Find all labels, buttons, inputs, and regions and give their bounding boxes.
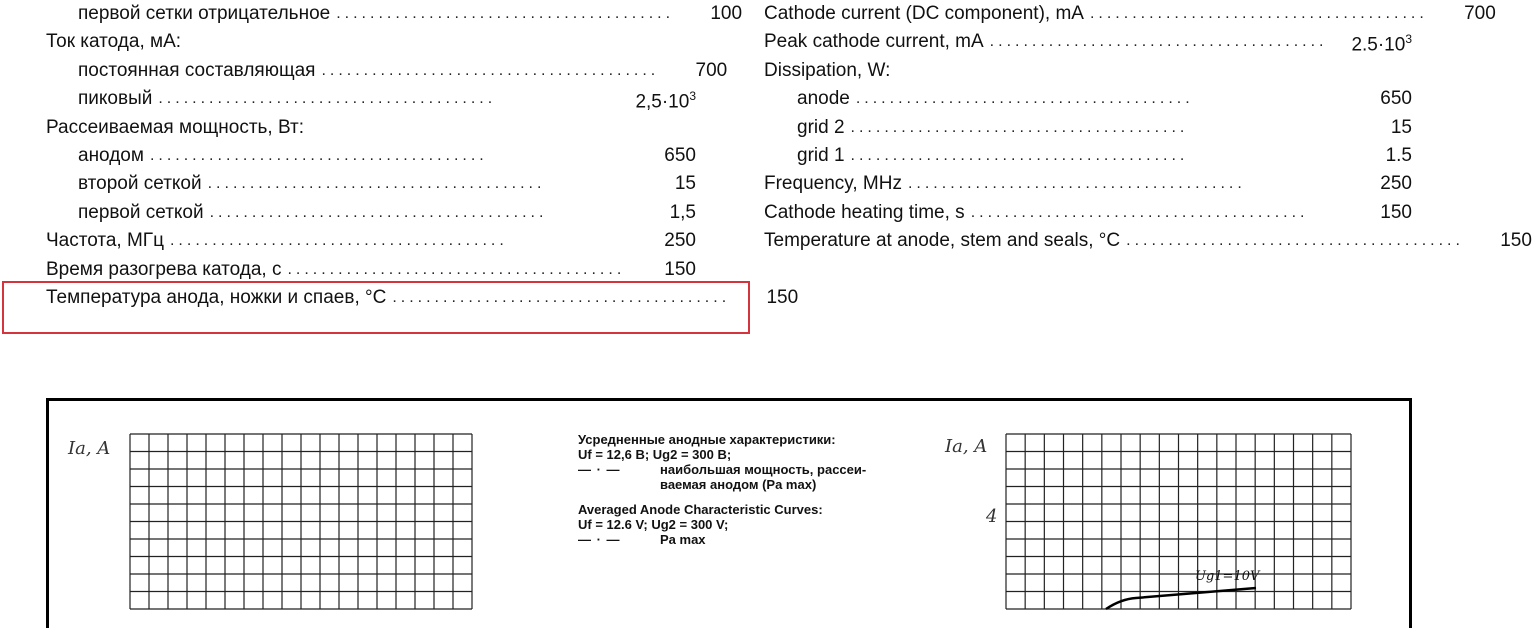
spec-row [46,114,696,142]
caption-ru-legend-2: ваемая анодом (Pa max) [660,477,817,492]
spec-row [764,28,1412,56]
spec-row [78,142,696,170]
caption-ru-params: Uf = 12,6 В; Ug2 = 300 В; [578,447,732,462]
spec-row [764,0,1496,28]
spec-row [78,0,743,28]
spec-label: первой сеткой [78,201,204,223]
spec-row [797,85,1412,113]
spec-row [797,142,1412,170]
dot-leader: ........................................ [169,232,508,250]
dot-leader: ........................................ [321,61,660,79]
caption-en-title: Averaged Anode Characteristic Curves: [578,502,823,517]
spec-value: 250 [1380,173,1412,195]
spec-value: 700 [1464,3,1496,24]
spec-label: первой сетки отрицательное [78,3,331,24]
spec-value: $2.5\cdot 10^3$ [1351,32,1412,56]
caption-ru-title: Усредненные анодные характеристики: [578,432,836,447]
spec-value: 1.5 [1385,145,1412,166]
spec-label: Частота, МГц [46,230,164,252]
spec-value: 1,5 [669,201,696,223]
dot-leader: ........................................ [850,118,1189,136]
spec-value: 150 [1380,201,1412,223]
spec-row [46,256,696,284]
right-tick-label: 4 [986,506,998,527]
spec-value: 100 [710,3,743,24]
left-axis-label: Ia, A [68,438,111,459]
highlight-box [2,281,750,334]
spec-row [764,199,1412,227]
dot-leader: ........................................ [907,175,1246,193]
curve-label: Ug1=10V [1195,569,1260,584]
dot-leader: ........................................ [149,147,488,164]
spec-label: пиковый [78,88,153,110]
spec-value: 15 [674,173,696,195]
spec-row [797,114,1412,142]
left-graph-grid [130,434,472,609]
spec-row [78,170,696,198]
spec-row [46,227,696,255]
spec-row [46,28,696,56]
spec-label: анодом [78,145,144,166]
spec-value: 150 [1500,230,1532,252]
dot-leader: ........................................ [989,33,1328,51]
spec-value: 650 [664,145,696,166]
figure-caption [578,432,938,547]
right-axis-label: Ia, A [945,436,988,457]
spec-row [78,85,696,113]
dot-leader: ........................................ [392,289,731,306]
dot-leader: ........................................ [855,90,1194,108]
dot-leader: ........................................ [209,203,548,221]
dot-leader: ........................................ [1089,5,1428,22]
spec-value: $2,5\cdot 10^3$ [635,89,696,113]
spec-label: grid 1 [797,145,845,166]
spec-label: Temperature at anode, stem and seals, °C [764,230,1121,252]
dot-leader: ........................................ [207,175,546,193]
spec-row [764,170,1412,198]
spec-row [764,227,1532,255]
spec-row [78,199,696,227]
spec-label: Cathode current (DC component), mA [764,3,1084,24]
spec-value: 15 [1390,116,1412,138]
dot-leader: ........................................ [158,90,497,108]
spec-label: Frequency, MHz [764,173,902,195]
right-graph-grid [1006,434,1351,609]
spec-label: Время разогрева катода, с [46,258,282,280]
spec-row [78,57,728,85]
spec-label: Ток катода, мА: [46,31,182,53]
legend-dash-dot-mark-en: — · — [578,532,621,547]
dot-leader: ........................................ [336,5,675,22]
dot-leader: ........................................ [287,260,626,278]
spec-label: Cathode heating time, s [764,201,965,223]
spec-value: 150 [766,287,799,308]
spec-row [764,57,1412,85]
spec-value: 150 [664,258,696,280]
spec-label: второй сеткой [78,173,202,195]
spec-label: anode [797,88,850,110]
caption-ru-legend-1: наибольшая мощность, рассеи- [660,462,867,477]
spec-value: 650 [1380,88,1412,110]
spec-label: Рассеиваемая мощность, Вт: [46,116,305,138]
spec-value: 250 [664,230,696,252]
spec-label: постоянная составляющая [78,59,316,81]
dot-leader: ........................................ [1126,232,1464,250]
spec-label: Температура анода, ножки и спаев, °С [46,287,387,308]
spec-label: grid 2 [797,116,845,138]
spec-value: 700 [695,59,728,81]
dot-leader: ........................................ [850,147,1189,164]
legend-dash-dot-mark: — · — [578,462,621,477]
spec-label: Peak cathode current, mA [764,31,984,53]
dot-leader: ........................................ [970,203,1309,221]
spec-label: Dissipation, W: [764,59,891,81]
caption-en-params: Uf = 12.6 V; Ug2 = 300 V; [578,517,729,532]
caption-en-legend: Pa max [660,532,706,547]
